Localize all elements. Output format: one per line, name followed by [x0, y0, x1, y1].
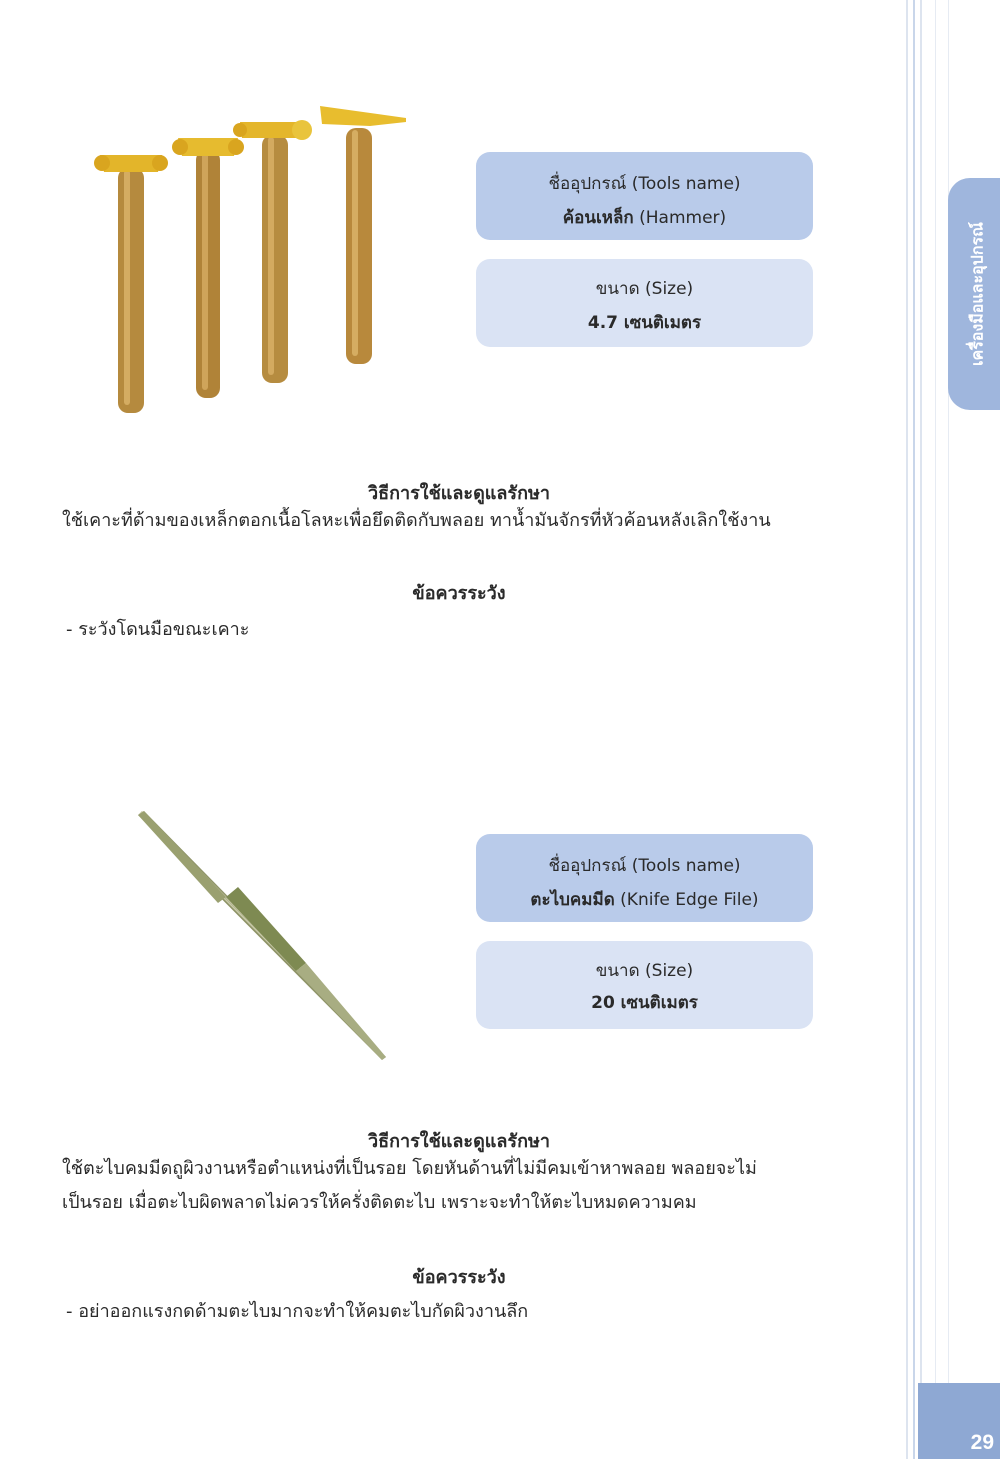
tool-name-english: (Knife Edge File) [620, 890, 759, 910]
tool-size-box [476, 941, 813, 1029]
usage-line: ใช้เคาะที่ด้ามของเหล็กตอกเนื้อโลหะเพื่อยึดติดกับพลอย ทาน้ำมันจักรที่หัวค้อนหลังเลิกใช้งาน [62, 510, 771, 531]
tool-size-label: ขนาด (Size) [595, 279, 694, 299]
usage-line: ใช้ตะไบคมมีดถูผิวงานหรือตำแหน่งที่เป็นรอย โดยหันด้านที่ไม่มีคมเข้าหาพลอย พลอยจะไม่ [62, 1158, 757, 1179]
usage-heading: วิธีการใช้และดูแลรักษา [368, 1131, 550, 1152]
tool-name-box [476, 834, 813, 922]
tool-name-thai: ตะไบคมมีด [530, 890, 615, 910]
hammer-handle [262, 135, 288, 383]
knife-edge-file-illustration [130, 805, 400, 1065]
tool-name-english: (Hammer) [639, 208, 727, 228]
tool-name-thai: ค้อนเหล็ก [562, 208, 634, 228]
tool-size-label: ขนาด (Size) [595, 961, 694, 981]
hammers-illustration [90, 100, 420, 420]
margin-line [913, 0, 915, 1459]
usage-line: เป็นรอย เมื่อตะไบผิดพลาดไม่ควรให้ครั่งติดตะไบ เพราะจะทำให้ตะไบหมดความคม [62, 1192, 697, 1213]
tool-name-box [476, 152, 813, 240]
tool-size-box [476, 259, 813, 347]
hammer-head [320, 106, 406, 126]
tool-name-label: ชื่ออุปกรณ์ (Tools name) [548, 856, 741, 876]
hammer-handle [118, 168, 144, 413]
caution-item: - ระวังโดนมือขณะเคาะ [66, 619, 250, 640]
chapter-side-tab [948, 178, 1000, 410]
tool-name-label: ชื่ออุปกรณ์ (Tools name) [548, 174, 741, 194]
page-number: 29 [970, 1431, 994, 1454]
margin-line [906, 0, 908, 1459]
usage-heading: วิธีการใช้และดูแลรักษา [368, 483, 550, 504]
chapter-side-tab-label: เครื่องมือและอุปกรณ์ [967, 222, 987, 366]
margin-line [935, 0, 936, 1459]
margin-line [920, 0, 922, 1459]
usage-text [62, 504, 862, 538]
caution-heading: ข้อควรระวัง [412, 583, 506, 604]
tool-name-value [476, 204, 813, 231]
caution-item: - อย่าออกแรงกดด้ามตะไบมากจะทำให้คมตะไบกัดผิวงานลึก [66, 1301, 529, 1322]
page-number-block [918, 1383, 1000, 1459]
tool-size-value: 4.7 เซนติเมตร [587, 313, 702, 333]
caution-heading: ข้อควรระวัง [412, 1267, 506, 1288]
usage-text [62, 1152, 862, 1220]
tool-size-value: 20 เซนติเมตร [591, 993, 698, 1013]
tool-name-value [476, 886, 813, 913]
hammer-handle [346, 128, 372, 364]
